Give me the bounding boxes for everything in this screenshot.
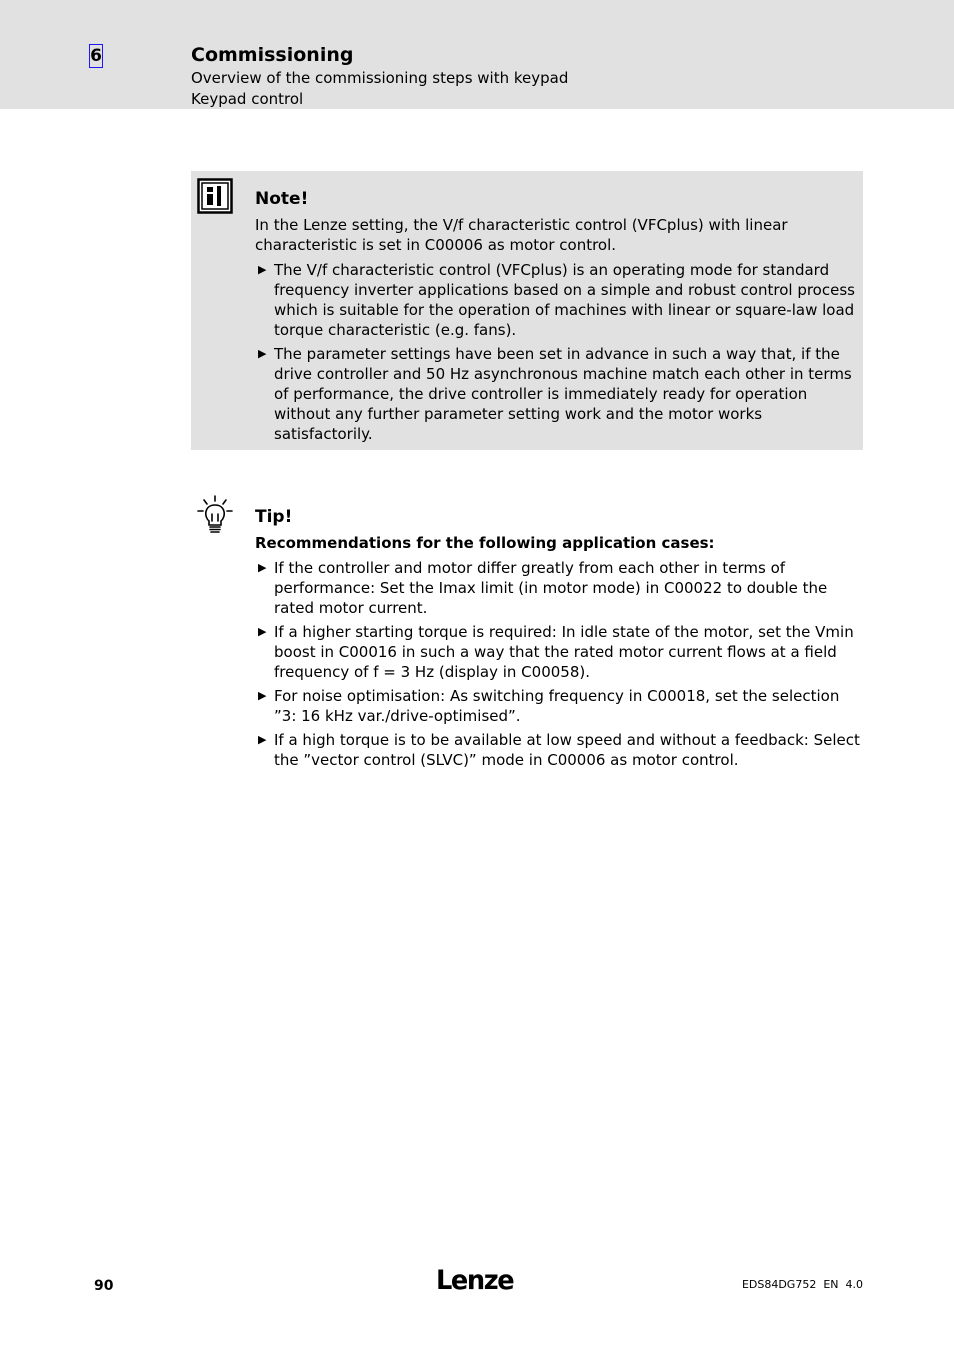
list-item: ▶ If the controller and motor differ greatly from each other in terms of performance: Set the Imax limit (in motor mode) in C00022 to double the rated motor current. bbox=[255, 558, 860, 618]
subsection-subtitle: Keypad control bbox=[191, 90, 304, 108]
note-bullet-list bbox=[255, 260, 860, 444]
note-intro: In the Lenze setting, the V/f characteristic control (VFCplus) with linear characteristic is set in C00006 as motor control. bbox=[255, 216, 788, 254]
tip-content bbox=[255, 505, 860, 774]
list-item: ▶ If a higher starting torque is required: In idle state of the motor, set the Vmin boost in C00016 in such a way that the rated motor current flows at a field frequency of f = 3 Hz (display in C00058). bbox=[255, 622, 860, 682]
tip-intro: Recommendations for the following application cases: bbox=[255, 534, 715, 552]
header-band bbox=[0, 0, 954, 109]
chapter-number: 6 bbox=[90, 46, 102, 66]
tip-heading: Tip! bbox=[255, 507, 293, 527]
list-item: ▶ The parameter settings have been set in advance in such a way that, if the drive controller and 50 Hz asynchronous machine match each other in terms of performance, the drive controller is immediately ready for operation without any further parameter setting work and the motor works satisfactorily. bbox=[255, 344, 860, 444]
document-id: EDS84DG752 EN 4.0 bbox=[741, 1278, 863, 1291]
note-content bbox=[255, 187, 860, 448]
lightbulb-icon bbox=[195, 495, 235, 535]
brand-logo: Lenze bbox=[436, 1265, 514, 1296]
tip-bullet-list bbox=[255, 558, 860, 770]
section-subtitle: Overview of the commissioning steps with keypad bbox=[191, 69, 569, 87]
list-item: ▶ For noise optimisation: As switching frequency in C00018, set the selection ”3: 16 kHz var./drive-optimised”. bbox=[255, 686, 860, 726]
chapter-title: Commissioning bbox=[191, 44, 354, 66]
info-icon bbox=[197, 178, 233, 214]
page-number: 90 bbox=[94, 1278, 114, 1294]
list-item: ▶ If a high torque is to be available at low speed and without a feedback: Select the ”vector control (SLVC)” mode in C00006 as motor control. bbox=[255, 730, 860, 770]
note-heading: Note! bbox=[255, 189, 309, 209]
list-item: ▶ The V/f characteristic control (VFCplus) is an operating mode for standard frequency inverter applications based on a simple and robust control process which is suitable for the operation of machines with linear or square-law load torque characteristic (e.g. fans). bbox=[255, 260, 860, 340]
